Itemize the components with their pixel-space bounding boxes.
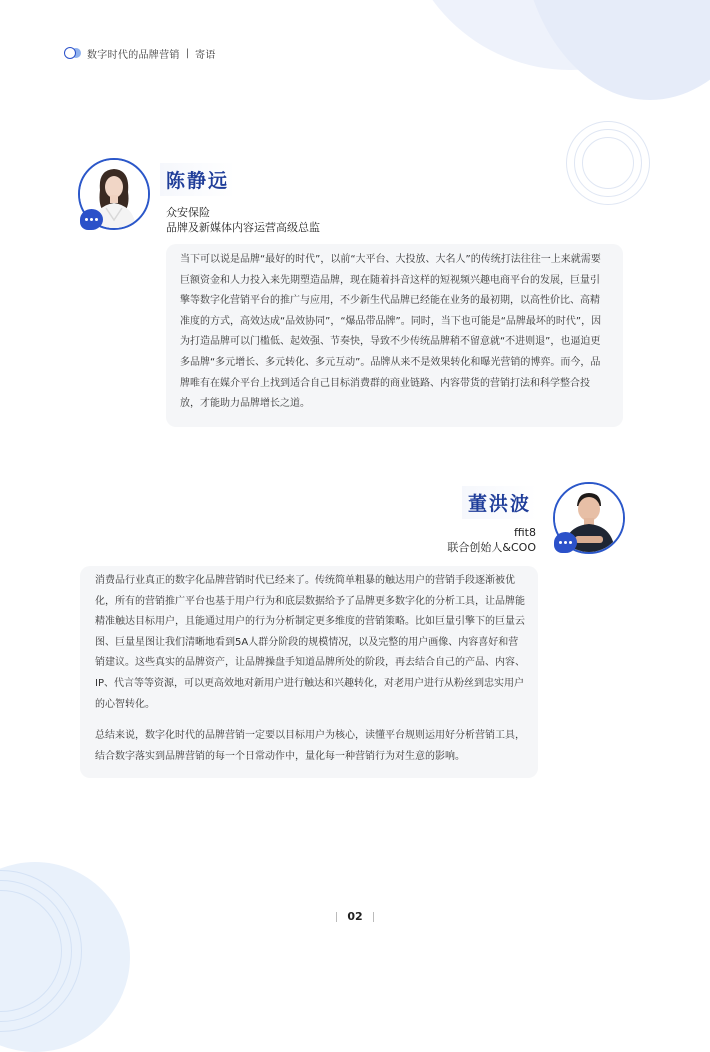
header-logo-icon [64,47,82,59]
person2-quote-paragraph-2: 总结来说，数字化时代的品牌营销一定要以目标用户为核心，读懂平台规则运用好分析营销工具，结合数字落实到品牌营销的每一个日常动作中，量化每一种营销行为对生意的影响。 [95,730,525,762]
person1-org: 众安保险 [166,206,210,219]
page-number: 02 [347,910,363,923]
header-title: 数字时代的品牌营销 [87,49,180,61]
person1-title: 品牌及新媒体内容运营高级总监 [166,221,320,234]
person1-quote-card [166,244,623,427]
person2-quote-card [80,566,538,778]
chat-bubble-icon [554,532,577,553]
header-section: 寄语 [195,49,216,61]
page-header [64,46,216,60]
page-footer [0,910,710,923]
person2-org: ffit8 [514,526,536,539]
chat-bubble-icon [80,209,103,230]
header-separator: | [185,47,190,59]
person2-title: 联合创始人&COO [447,541,536,554]
person1-quote: 当下可以说是品牌“最好的时代”，以前“大平台、大投放、大名人”的传统打法往往一上来就需要巨额资金和人力投入来先期塑造品牌，现在随着抖音这样的短视频兴趣电商平台的发展，巨量引擎等数字化营销平台的推广与应用，不少新生代品牌已经能在业务的最初期，以高性价比、高精准度的方式，高效达成“品效协同”，“爆品带品牌”。同时，当下也可能是“品牌最坏的时代”，因为打造品牌可以门槛低、起效强、节奏快，导致不少传统品牌稍不留意就“不进则退”，也逼迫更多品牌“多元增长、多元转化、多元互动”。品牌从来不是效果转化和曝光营销的博弈。而今，品牌唯有在媒介平台上找到适合自己目标消费群的商业链路、内容带货的营销打法和科学整合投放，才能助力品牌增长之道。 [180,254,602,410]
person1-name: 陈静远 [160,163,235,196]
person2-quote-paragraph-1: 消费品行业真正的数字化品牌营销时代已经来了。传统简单粗暴的触达用户的营销手段逐渐被优化，所有的营销推广平台也基于用户行为和底层数据给予了品牌更多数字化的分析工具，让品牌能精准触达目标用户，且能通过用户的行为分析制定更多维度的营销策略。比如巨量引擎下的巨量云图、巨量星图让我们清晰地看到5A人群分阶段的规模情况，以及完整的用户画像、内容喜好和营销建议。这些真实的品牌资产，让品牌操盘手知道品牌所处的阶段，再去结合自己的产品、内容、IP、代言等等资源，可以更高效地对新用户进行触达和兴趣转化，对老用户进行从粉丝到忠实用户的心智转化。 [95,575,525,710]
person2-name: 董洪波 [462,486,537,519]
